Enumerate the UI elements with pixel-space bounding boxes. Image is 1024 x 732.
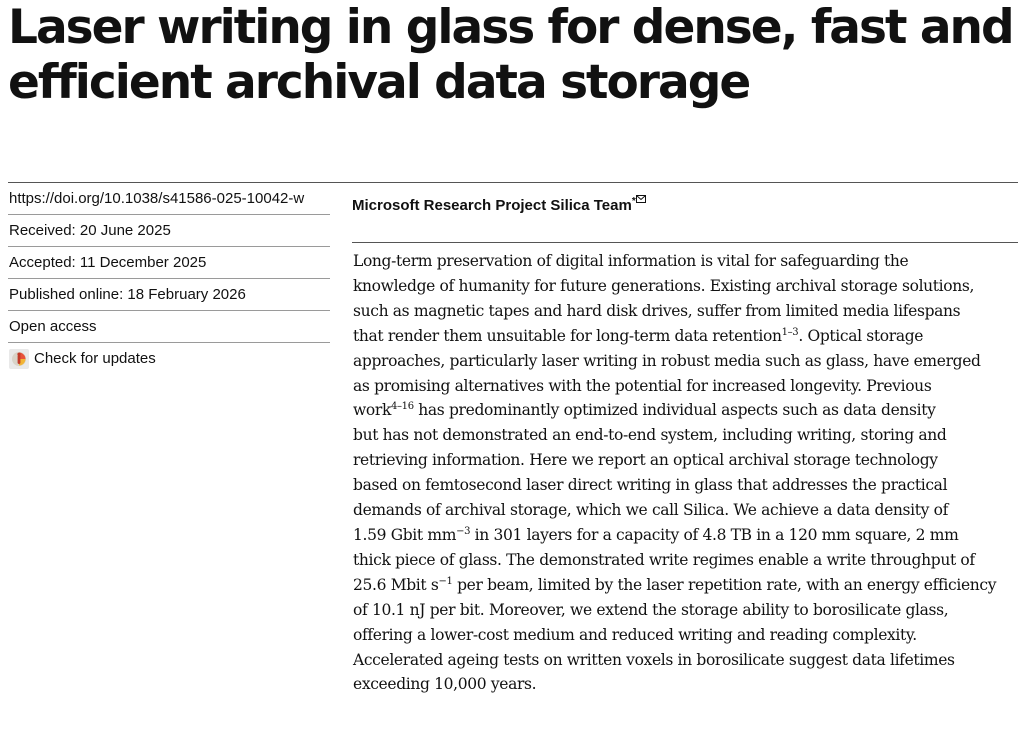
- published-date: Published online: 18 February 2026: [8, 279, 330, 311]
- check-for-updates-icon: [9, 349, 29, 369]
- open-access-label: Open access: [8, 311, 330, 343]
- abstract-line: exceeding 10,000 years.: [353, 675, 537, 694]
- abstract-line: [353, 523, 1013, 548]
- abstract-line: such as magnetic tapes and hard disk drives, suffer from limited media lifespans: [353, 301, 961, 320]
- abstract-text: has predominantly optimized individual aspects such as data density: [413, 401, 936, 420]
- abstract-text: that render them unsuitable for long-term data retention: [353, 326, 782, 345]
- abstract-line: Accelerated ageing tests on written voxels in borosilicate suggest data lifetimes: [353, 650, 955, 669]
- abstract-text: 25.6 Mbit s: [353, 575, 439, 594]
- abstract-line: [353, 324, 1013, 349]
- abstract-line: as promising alternatives with the potential for increased longevity. Previous: [353, 376, 932, 395]
- author-line: [352, 183, 1018, 214]
- citation-link[interactable]: 4–16: [391, 401, 414, 413]
- abstract-line: [353, 398, 1013, 423]
- abstract-text: in 301 layers for a capacity of 4.8 TB in a 120 mm square, 2 mm: [470, 525, 959, 544]
- title-line-1: Laser writing in glass for dense, fast and: [8, 0, 1013, 55]
- abstract-line: based on femtosecond laser direct writing in glass that addresses the practical: [353, 476, 948, 495]
- author-name[interactable]: Microsoft Research Project Silica Team: [352, 197, 632, 214]
- author-marker: *: [631, 196, 636, 207]
- check-for-updates-link[interactable]: [9, 343, 330, 374]
- article-metadata: [8, 183, 330, 374]
- envelope-icon[interactable]: [636, 183, 646, 191]
- article-title: [8, 0, 1013, 110]
- unit-exponent: −1: [438, 575, 453, 587]
- citation-link[interactable]: 1–3: [781, 326, 799, 338]
- accepted-date: Accepted: 11 December 2025: [8, 247, 330, 279]
- check-for-updates-row: [8, 343, 330, 374]
- abstract-text: . Optical storage: [798, 326, 924, 345]
- check-for-updates-label: Check for updates: [34, 350, 156, 367]
- abstract-line: but has not demonstrated an end-to-end system, including writing, storing and: [353, 426, 947, 445]
- abstract-line: retrieving information. Here we report an optical archival storage technology: [353, 451, 938, 470]
- doi-link[interactable]: https://doi.org/10.1038/s41586-025-10042-w: [8, 183, 330, 215]
- abstract-line: thick piece of glass. The demonstrated write regimes enable a write throughput of: [353, 550, 975, 569]
- abstract-line: knowledge of humanity for future generations. Existing archival storage solutions,: [353, 276, 975, 295]
- abstract-text: 1.59 Gbit mm: [353, 525, 457, 544]
- received-date: Received: 20 June 2025: [8, 215, 330, 247]
- title-line-2: efficient archival data storage: [8, 55, 750, 110]
- abstract-divider: [352, 242, 1018, 243]
- abstract-text: work: [353, 401, 392, 420]
- abstract-text: per beam, limited by the laser repetition rate, with an energy efficiency: [452, 575, 997, 594]
- abstract-line: of 10.1 nJ per bit. Moreover, we extend the storage ability to borosilicate glass,: [353, 600, 949, 619]
- abstract-line: [353, 573, 1013, 598]
- abstract: [353, 249, 1013, 697]
- abstract-line: Long-term preservation of digital information is vital for safeguarding the: [353, 252, 909, 270]
- abstract-line: offering a lower-cost medium and reduced writing and reading complexity.: [353, 625, 917, 644]
- abstract-line: approaches, particularly laser writing in robust media such as glass, have emerged: [353, 351, 981, 370]
- abstract-line: demands of archival storage, which we call Silica. We achieve a data density of: [353, 501, 948, 520]
- unit-exponent: −3: [456, 525, 471, 537]
